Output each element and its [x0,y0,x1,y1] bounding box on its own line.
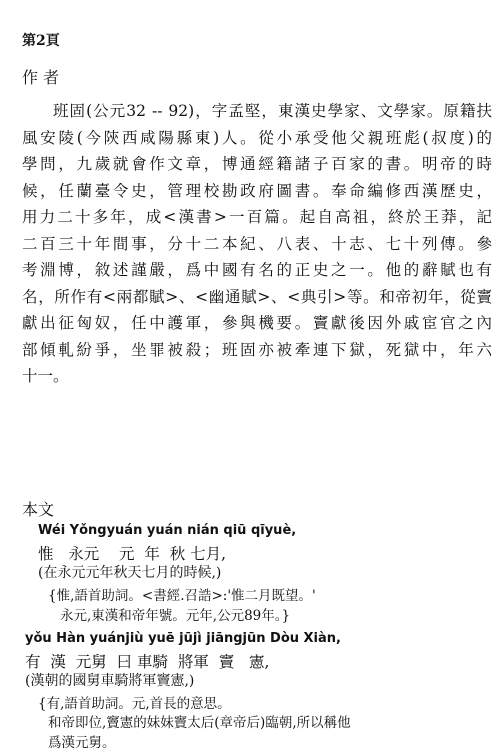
biography-line: 二百三十年間事，分十二本紀、八表、十志、七十列傳。參 [22,234,492,253]
original-text-line: 惟 永元 元 年 秋 七月, [38,545,227,563]
biography-line: 部傾軋紛爭，坐罪被殺；班固亦被牽連下獄，死獄中，年六 [22,340,492,359]
translation-line: (漢朝的國舅車騎將軍竇憲,) [25,673,195,689]
biography-line: 風安陵(今陝西咸陽縣東)人。從小承受他父親班彪(叔度)的 [22,128,492,147]
translation-line: (在永元元年秋天七月的時候,) [38,565,222,581]
pinyin-line: Wéi Yǒngyuán yuán nián qiū qīyuè, [38,523,297,538]
text-section-heading: 本文 [22,500,55,519]
annotation-line: {惟,語首助詞。<書經.召誥>:'惟二月既望。' [48,588,316,604]
annotation-line: 永元,東漢和帝年號。元年,公元89年。} [60,608,291,624]
author-biography-paragraph [22,98,492,390]
biography-line: 班固(公元32 -- 92)，字孟堅，東漢史學家、文學家。原籍扶 [53,102,492,120]
page-number: 第2頁 [22,33,60,49]
biography-line: 用力二十多年，成<漢書>一百篇。起自高祖，終於王莽，記 [22,208,492,226]
biography-line: 獻出征匈奴，任中護軍，參與機要。竇獻後因外戚宦官之內 [22,314,492,332]
annotation-line [48,711,351,751]
annotation-text: 和帝即位,竇憲的妹妹竇太后(章帝后)臨朝,所以稱他 [48,715,351,731]
biography-line: 考淵博，敘述謹嚴，爲中國有名的正史之一。他的辭賦也有 [22,261,492,279]
annotation-line: {有,語首助詞。元,首長的意思。 [38,696,231,712]
annotation-text: 爲漢元舅。 [48,735,116,751]
biography-line: 候，任蘭臺令史，管理校勘政府圖書。奉命編修西漢歷史， [22,181,492,200]
author-section-heading: 作 者 [22,68,60,87]
biography-line: 學問，九歲就會作文章，博通經籍諸子百家的書。明帝的時 [22,155,492,173]
original-text-line: 有 漢 元舅 曰 車騎 將軍 竇 憲, [25,653,270,671]
biography-line: 十一。 [22,367,69,385]
pinyin-line: yǒu Hàn yuánjiù yuē jūjì jiāngjūn Dòu Xiàn, [25,631,341,646]
biography-line: 名，所作有<兩都賦>、<幽通賦>、<典引>等。和帝初年，從竇 [22,287,492,306]
